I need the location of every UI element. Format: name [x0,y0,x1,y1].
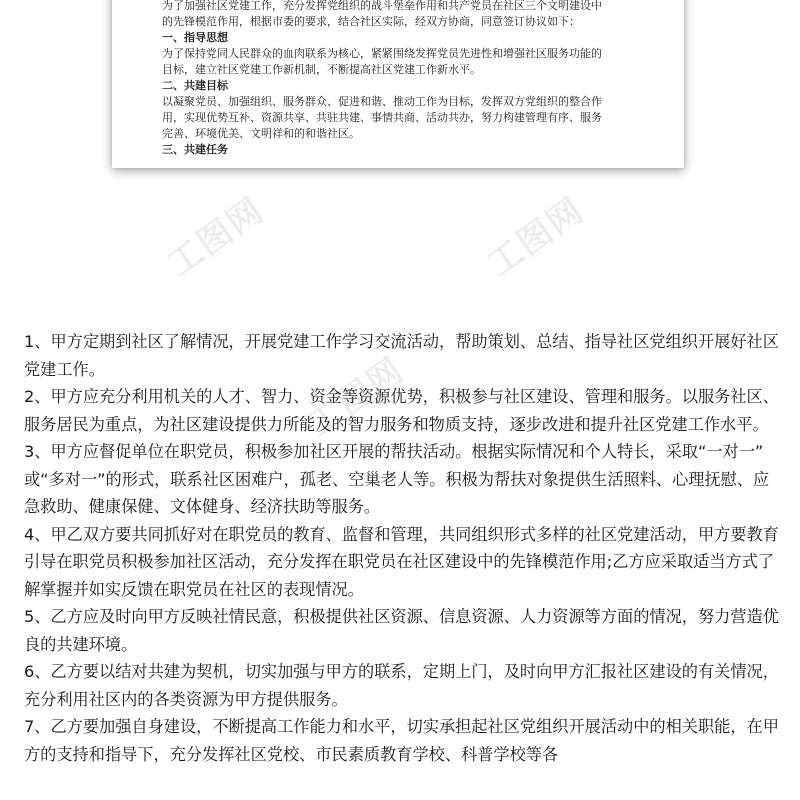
numbered-paragraph: 2、甲方应充分利用机关的人才、智力、资金等资源优势，积极参与社区建设、管理和服务。以服务社区、服务居民为重点，为社区建设提供力所能及的智力服务和物质支持，逐步改进和提升社区党建工作水平。 [24,387,779,434]
card-text-line: 完善、环境优美、文明祥和的和谐社区。 [162,127,360,140]
card-text-line: 用，实现优势互补、资源共享、共驻共建、事情共商、活动共办，努力构建管理有序、服务 [162,111,602,124]
numbered-paragraph: 1、甲方定期到社区了解情况，开展党建工作学习交流活动，帮助策划、总结、指导社区党组织开展好社区党建工作。 [24,332,779,379]
watermark: 工图网 [160,190,272,285]
document-preview-text [162,0,682,158]
agreement-body-text [24,328,784,768]
section-heading: 一、指导思想 [162,31,228,44]
numbered-paragraph: 3、甲方应督促单位在职党员，积极参加社区开展的帮扶活动。根据实际情况和个人特长，采取“一对一” 或“多对一”的形式，联系社区困难户，孤老、空巢老人等。积极为帮扶对象提供生活照料、心理抚慰、应急救助、健康保健、文体健身、经济扶助等服务。 [24,442,770,516]
card-text-line: 为了保持党同人民群众的血肉联系为核心，紧紧围绕发挥党员先进性和增强社区服务功能的 [162,47,602,60]
numbered-paragraph: 6、乙方要以结对共建为契机，切实加强与甲方的联系，定期上门，及时向甲方汇报社区建设的有关情况，充分利用社区内的各类资源为甲方提供服务。 [24,662,779,709]
card-text-line: 目标，建立社区党建工作新机制，不断提高社区党建工作新水平。 [162,63,481,76]
watermark: 工图网 [300,350,412,445]
numbered-paragraph: 5、乙方应及时向甲方反映社情民意，积极提供社区资源、信息资源、人力资源等方面的情况，努力营造优良的共建环境。 [24,607,779,654]
card-text-line: 以凝聚党员、加强组织、服务群众、促进和谐、推动工作为目标，发挥双方党组织的整合作 [162,95,602,108]
watermark: 工图网 [480,190,592,285]
document-preview-card [112,0,684,168]
numbered-paragraph: 7、乙方要加强自身建设，不断提高工作能力和水平，切实承担起社区党组织开展活动中的相关职能，在甲方的支持和指导下，充分发挥社区党校、市民素质教育学校、科普学校等各 [24,717,779,764]
numbered-paragraph: 4、甲乙双方要共同抓好对在职党员的教育、监督和管理，共同组织形式多样的社区党建活动，甲方要教育引导在职党员积极参加社区活动，充分发挥在职党员在社区建设中的先锋模范作用;乙方应采取适当方式了解掌握并如实反馈在职党员在社区的表现情况。 [24,524,779,599]
section-heading: 三、共建任务 [162,143,228,156]
section-heading: 二、共建目标 [162,79,228,92]
card-text-line: 的先锋模范作用，根据市委的要求，结合社区实际，经双方协商，同意签订协议如下： [162,15,580,28]
card-text-line: 为了加强社区党建工作，充分发挥党组织的战斗堡垒作用和共产党员在社区三个文明建设中 [162,0,602,12]
